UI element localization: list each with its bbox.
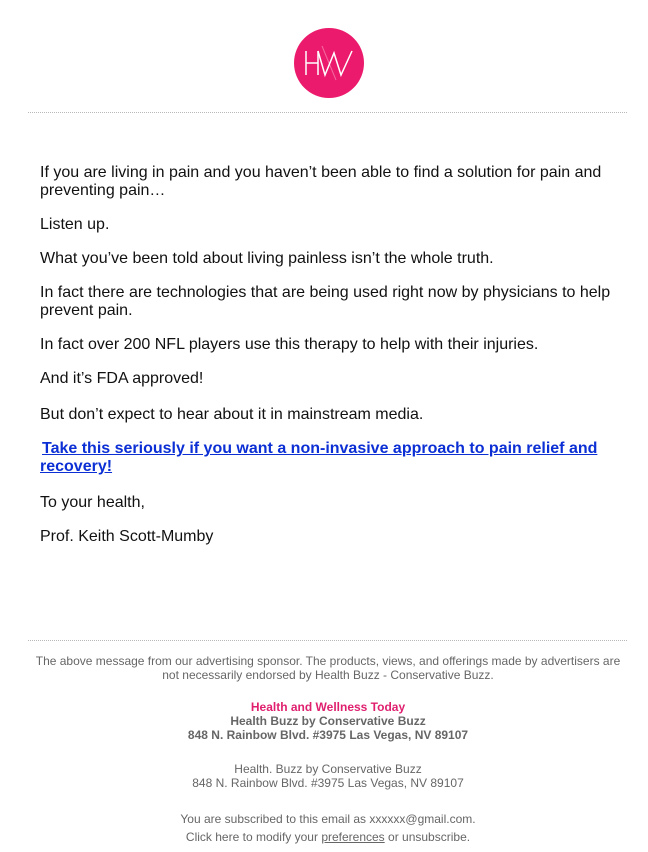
- paragraph-truth: What you’ve been told about living painless isn’t the whole truth.: [40, 250, 494, 267]
- modify-suffix: or unsubscribe.: [388, 830, 471, 844]
- hw-logo-mark: [294, 28, 364, 98]
- brand-address: 848 N. Rainbow Blvd. #3975 Las Vegas, NV 89107: [187, 728, 469, 742]
- brand-title: Health and Wellness Today: [250, 700, 406, 714]
- logo-container: [0, 28, 648, 103]
- cta-paragraph: [40, 440, 618, 476]
- paragraph-technologies: In fact there are technologies that are being used right now by physicians to help prevent pain.: [40, 284, 611, 319]
- signature: Prof. Keith Scott-Mumby: [40, 528, 214, 545]
- email-body: [40, 164, 618, 562]
- paragraph-media: But don’t expect to hear about it in mainstream media.: [40, 406, 424, 423]
- sender-block: [28, 762, 628, 790]
- paragraph-listen: Listen up.: [40, 216, 110, 233]
- subscribed-text: You are subscribed to this email as xxxxxx@gmail.com.: [180, 812, 476, 826]
- preferences-link[interactable]: preferences: [321, 830, 385, 844]
- hw-logo[interactable]: [294, 28, 364, 98]
- paragraph-fda: And it’s FDA approved!: [40, 370, 204, 387]
- footer: [28, 654, 628, 846]
- footer-divider: [28, 640, 627, 641]
- sponsor-disclaimer: The above message from our advertising sponsor. The products, views, and offerings made by advertisers are not necessarily endorsed by Health Buzz - Conservative Buzz.: [35, 654, 621, 682]
- modify-line: [28, 828, 628, 846]
- paragraph-intro: If you are living in pain and you haven’t been able to find a solution for pain and preventing pain…: [40, 164, 602, 199]
- sender-line: Health. Buzz by Conservative Buzz: [234, 762, 422, 776]
- subscription-block: [28, 810, 628, 846]
- closing-line: To your health,: [40, 494, 145, 511]
- cta-link[interactable]: Take this seriously if you want a non-invasive approach to pain relief and recovery!: [40, 440, 598, 475]
- paragraph-nfl: In fact over 200 NFL players use this therapy to help with their injuries.: [40, 336, 539, 353]
- sender-address: 848 N. Rainbow Blvd. #3975 Las Vegas, NV 89107: [192, 776, 464, 790]
- modify-prefix: Click here to modify your: [185, 830, 318, 844]
- brand-line: Health Buzz by Conservative Buzz: [230, 714, 426, 728]
- header-divider: [28, 112, 627, 113]
